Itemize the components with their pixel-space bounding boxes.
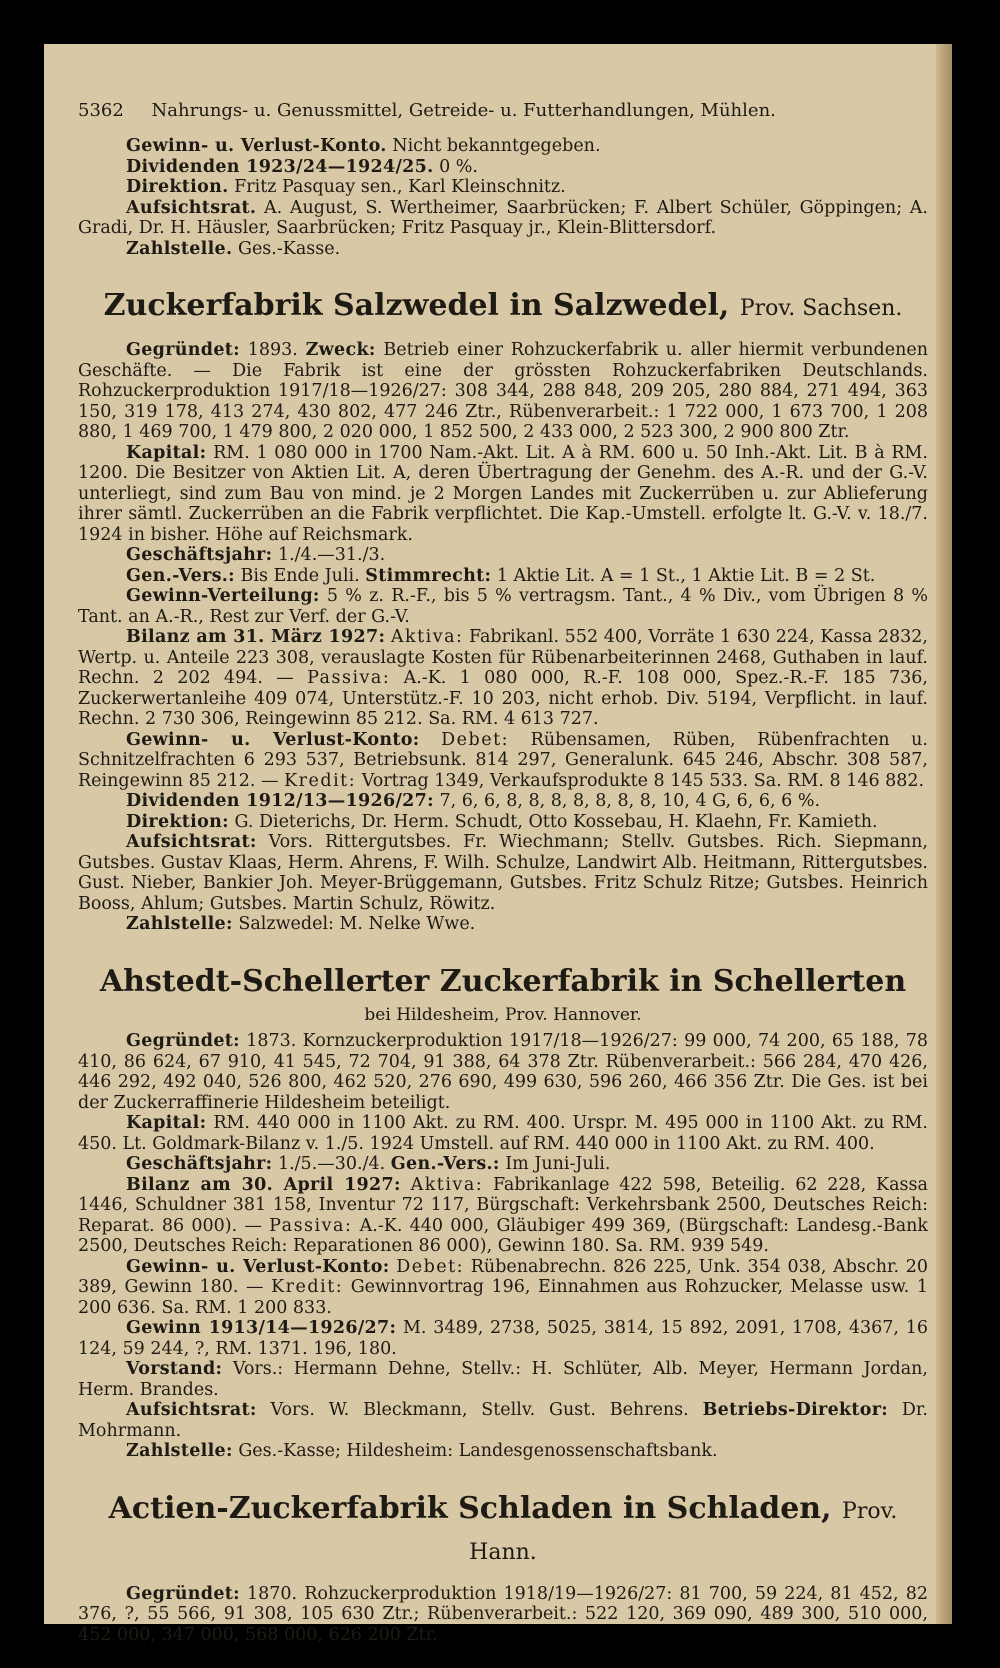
prev-direktion bbox=[78, 177, 928, 198]
text: A.-K. 440 000, Gläubiger 499 369, (Bürgschaft: Landesg.-Bank 2500, Deutsches Reich: Reparationen 86 000), Gewinn 180. Sa. RM. 939 549. bbox=[78, 1215, 929, 1256]
gewinn-verteilung bbox=[78, 586, 928, 627]
label: Dividenden 1912/13—1926/27: bbox=[126, 791, 434, 811]
geschaeftsjahr bbox=[78, 545, 928, 566]
label: Vorstand: bbox=[126, 1359, 223, 1379]
text: Nicht bekanntgegeben. bbox=[392, 136, 601, 156]
page-number: 5362 bbox=[78, 100, 124, 121]
text: Vortrag 1349, Verkaufsprodukte 8 145 533. Sa. RM. 8 146 882. bbox=[361, 770, 925, 791]
label: Gen.-Vers.: bbox=[126, 565, 235, 586]
gegruendet-zweck bbox=[78, 340, 928, 443]
text: 5 % z. R.-F., bis 5 % vertragsm. Tant., 4 % Div., vom Übrigen 8 % Tant. an A.-R., Rest zur Verf. der G.-V. bbox=[78, 586, 928, 627]
passiva-label: Passiva: bbox=[269, 1215, 353, 1236]
text: Betrieb einer Rohzuckerfabrik u. aller hiermit verbundenen Geschäfte. — Die Fabrik ist eine der grössten Rohzuckerfabriken Deutschlands. Rohzuckerproduktion 1917/18—1926/27: 308 344, 288 848, 209 205, 280 884, 271 494, 363 150, 319 178, 413 274, 430 802, 477 246 Ztr., Rübenverarbeit.: 1 722 000, 1 673 700, 1 208 880, 1 469 700, 1 479 800, 2 020 000, 1 852 500, 2 433 000, 2 523 300, 2 900 800 Ztr. bbox=[78, 340, 928, 442]
text: Vors. W. Bleckmann, Stellv. Gust. Behrens. bbox=[270, 1400, 689, 1420]
entry-schladen bbox=[78, 1490, 928, 1646]
region: Prov. Sachsen. bbox=[739, 296, 903, 321]
text: A.-K. 1 080 000, R.-F. 108 000, Spez.-R.-F. 185 736, Zuckerwertanleihe 409 074, Unterstütz.-F. 10 203, nicht erhob. Div. 5194, Verpflicht. in lauf. Rechn. 2 730 306, Reingewinn 85 212. Sa. RM. 4 613 727. bbox=[78, 668, 928, 729]
label: Direktion. bbox=[126, 177, 229, 197]
label: Gen.-Vers.: bbox=[390, 1154, 500, 1174]
label: Bilanz am 31. März 1927: bbox=[126, 627, 386, 647]
passiva-label: Passiva: bbox=[307, 668, 391, 688]
region: Prov. Hann. bbox=[469, 1498, 898, 1565]
previous-entry bbox=[78, 136, 928, 259]
zahlstelle bbox=[78, 1441, 928, 1462]
entry-title bbox=[78, 287, 928, 328]
aufsichtsrat bbox=[78, 832, 928, 914]
page-binding-edge bbox=[936, 44, 952, 1624]
text: Gewinnvortrag 196, Einnahmen aus Rohzucker, Melasse usw. 1 200 636. Sa. RM. 1 200 833. bbox=[78, 1277, 928, 1318]
bilanz bbox=[78, 627, 928, 730]
label: Geschäftsjahr: bbox=[126, 545, 273, 565]
prev-aufsichtsrat bbox=[78, 198, 928, 239]
gen-vers bbox=[78, 566, 928, 587]
label: Zahlstelle. bbox=[126, 238, 233, 259]
text: A. August, S. Wertheimer, Saarbrücken; F. Albert Schüler, Göppingen; A. Gradi, Dr. H. Häusler, Saarbrücken; Fritz Pasquay jr., Klein-Blittersdorf. bbox=[78, 197, 928, 238]
text: Vors.: Hermann Dehne, Stellv.: H. Schlüter, Alb. Meyer, Hermann Jordan, Herm. Brandes. bbox=[78, 1359, 928, 1400]
company-name: Actien-Zuckerfabrik Schladen in Schladen, bbox=[108, 1490, 832, 1526]
text: Rübenabrechn. 826 225, Unk. 354 038, Abschr. 20 389, Gewinn 180. — bbox=[78, 1256, 928, 1297]
text: Fritz Pasquay sen., Karl Kleinschnitz. bbox=[234, 177, 566, 197]
gewinn-jahre bbox=[78, 1318, 928, 1359]
text: G. Dieterichs, Dr. Herm. Schudt, Otto Kossebau, H. Klaehn, Fr. Kamieth. bbox=[234, 811, 878, 832]
label: Gewinn- u. Verlust-Konto: bbox=[126, 1256, 390, 1277]
label: Gegründet: bbox=[126, 1031, 240, 1051]
text: 1893. bbox=[247, 340, 298, 360]
text: 1873. Kornzuckerproduktion 1917/18—1926/27: 99 000, 74 200, 65 188, 78 410, 86 624, 67 910, 41 545, 72 704, 91 388, 64 378 Ztr. Rübenverarbeit.: 566 284, 470 426, 446 292, 492 040, 526 800, 462 520, 276 690, 499 630, 596 260, 466 356 Ztr. Die Ges. ist bei der Zuckerraffinerie Hildesheim beteiligt. bbox=[78, 1031, 928, 1113]
bilanz bbox=[78, 1175, 928, 1257]
text: 0 %. bbox=[439, 156, 478, 177]
company-name: Zuckerfabrik Salzwedel in Salzwedel, bbox=[103, 288, 730, 323]
label: Betriebs-Direktor: bbox=[702, 1400, 889, 1420]
label: Zahlstelle: bbox=[126, 1441, 233, 1461]
label: Gewinn 1913/14—1926/27: bbox=[126, 1318, 397, 1338]
text: Salzwedel: M. Nelke Wwe. bbox=[238, 914, 476, 934]
text: Im Juni-Juli. bbox=[505, 1154, 611, 1174]
entry-title bbox=[78, 1490, 928, 1572]
text: Bis Ende Juli. bbox=[240, 565, 360, 586]
entry-title: Ahstedt-Schellerter Zuckerfabrik in Schellerten bbox=[99, 963, 907, 999]
page-content bbox=[78, 100, 928, 1645]
label: Zahlstelle: bbox=[126, 914, 233, 934]
text: 7, 6, 6, 8, 8, 8, 8, 8, 8, 8, 10, 4 G, 6, 6, 6 %. bbox=[439, 791, 821, 811]
label: Zweck: bbox=[305, 340, 376, 360]
label: Aufsichtsrat: bbox=[126, 1400, 257, 1420]
prev-zahlstelle bbox=[78, 239, 928, 260]
dividenden bbox=[78, 791, 928, 812]
label: Stimmrecht: bbox=[365, 565, 492, 586]
label: Geschäftsjahr: bbox=[126, 1154, 273, 1174]
text: 1./4.—31./3. bbox=[277, 545, 386, 565]
text: RM. 440 000 in 1100 Akt. zu RM. 400. Urspr. M. 495 000 in 1100 Akt. zu RM. 450. Lt. Goldmark-Bilanz v. 1./5. 1924 Umstell. auf RM. 440 000 in 1100 Akt. zu RM. 400. bbox=[78, 1113, 928, 1154]
book-page bbox=[44, 44, 952, 1645]
prev-dividenden bbox=[78, 157, 928, 178]
aktiva-label: Aktiva: bbox=[390, 627, 464, 647]
gewinn-verlust bbox=[78, 730, 928, 792]
text: 1 Aktie Lit. A = 1 St., 1 Aktie Lit. B = 2 St. bbox=[496, 565, 876, 586]
entry-ahstedt bbox=[78, 963, 928, 1462]
text: M. 3489, 2738, 5025, 3814, 15 892, 2091, 1708, 4367, 16 124, 59 244, ?, RM. 1371. 196, 180. bbox=[78, 1318, 928, 1359]
gegruendet bbox=[78, 1584, 928, 1646]
label: Gewinn- u. Verlust-Konto. bbox=[126, 136, 387, 156]
text: Vors. Rittergutsbes. Fr. Wiechmann; Stellv. Gutsbes. Rich. Siepmann, Gutsbes. Gustav Klaas, Herm. Ahrens, F. Wilh. Schulze, Landwirt Alb. Heitmann, Rittergutsbes. Gust. Nieber, Bankier Joh. Meyer-Brüggemann, Gutsbes. Fritz Schulz Ritze; Gutsbes. Heinrich Booss, Ahlum; Gutsbes. Martin Schulz, Röwitz. bbox=[78, 832, 928, 914]
label: Aufsichtsrat. bbox=[126, 197, 257, 218]
label: Direktion: bbox=[126, 811, 229, 832]
label: Bilanz am 30. April 1927: bbox=[126, 1174, 401, 1195]
running-header bbox=[78, 100, 928, 122]
text: RM. 1 080 000 in 1700 Nam.-Akt. Lit. A à RM. 600 u. 50 Inh.-Akt. Lit. B à RM. 1200. Die Besitzer von Aktien Lit. A, deren Übertragung der Genehm. des A.-R. und der G.-V. unterliegt, sind zum Bau von mind. je 2 Morgen Landes mit Zuckerrüben u. zur Ablieferung ihrer sämtl. Zuckerrüben an die Fabrik verpflichtet. Die Kap.-Umstell. erfolgte lt. G.-V. v. 18./7. 1924 in bisher. Höhe auf Reichsmark. bbox=[78, 442, 928, 545]
label: Gegründet: bbox=[126, 1583, 240, 1604]
direktion bbox=[78, 812, 928, 833]
text: Fabrikanl. 552 400, Vorräte 1 630 224, Kassa 2832, Wertp. u. Anteile 223 308, verauslagte Kosten für Rübenarbeiterinnen 2468, Guthaben in lauf. Rechn. 2 202 494. — bbox=[78, 627, 928, 688]
entry-salzwedel bbox=[78, 287, 928, 935]
label: Gewinn- u. Verlust-Konto: bbox=[126, 729, 420, 750]
text: Rübensamen, Rüben, Rübenfrachten u. Schnitzelfrachten 6 293 537, Betriebsunk. 814 297, Generalunk. 645 246, Abschr. 308 587, Reingewinn 85 212. — bbox=[78, 729, 928, 791]
geschaeftsjahr bbox=[78, 1154, 928, 1175]
text: Fabrikanlage 422 598, Beteilig. 62 228, Kassa 1446, Schuldner 381 158, Inventur 72 117, Bürgschaft: Verkehrsbank 2500, Deutsches Reich: Reparat. 86 000). — bbox=[78, 1174, 928, 1236]
text: Ges.-Kasse. bbox=[237, 238, 341, 259]
zahlstelle bbox=[78, 914, 928, 935]
gegruendet bbox=[78, 1031, 928, 1113]
label: Gegründet: bbox=[126, 340, 240, 360]
label: Gewinn-Verteilung: bbox=[126, 586, 320, 606]
running-title: Nahrungs- u. Genussmittel, Getreide- u. Futterhandlungen, Mühlen. bbox=[151, 100, 776, 121]
kredit-label: Kredit: bbox=[271, 1277, 344, 1297]
prev-gv bbox=[78, 136, 928, 157]
kapital bbox=[78, 1113, 928, 1154]
label: Kapital: bbox=[126, 442, 207, 463]
kapital bbox=[78, 443, 928, 546]
gewinn-verlust bbox=[78, 1257, 928, 1319]
text: 1870. Rohzuckerproduktion 1918/19—1926/27: 81 700, 59 224, 81 452, 82 376, ?, 55 566, 91 308, 105 630 Ztr.; Rübenverarbeit.: 522 120, 369 090, 489 300, 510 000, 452 000, 347 000, 568 000, 626 200 Ztr. bbox=[78, 1583, 928, 1645]
aufsichtsrat bbox=[78, 1400, 928, 1441]
aktiva-label: Aktiva: bbox=[410, 1174, 484, 1195]
kredit-label: Kredit: bbox=[284, 770, 357, 791]
entry-subtitle: bei Hildesheim, Prov. Hannover. bbox=[364, 1004, 642, 1025]
debet-label: Debet: bbox=[396, 1256, 465, 1277]
label: Dividenden 1923/24—1924/25. bbox=[126, 156, 434, 177]
text: 1./5.—30./4. bbox=[277, 1154, 386, 1174]
text: Dr. Mohrmann. bbox=[78, 1400, 928, 1441]
label: Kapital: bbox=[126, 1113, 207, 1133]
label: Aufsichtsrat: bbox=[126, 832, 257, 852]
debet-label: Debet: bbox=[441, 729, 509, 750]
text: Ges.-Kasse; Hildesheim: Landesgenossenschaftsbank. bbox=[238, 1441, 718, 1461]
vorstand bbox=[78, 1359, 928, 1400]
